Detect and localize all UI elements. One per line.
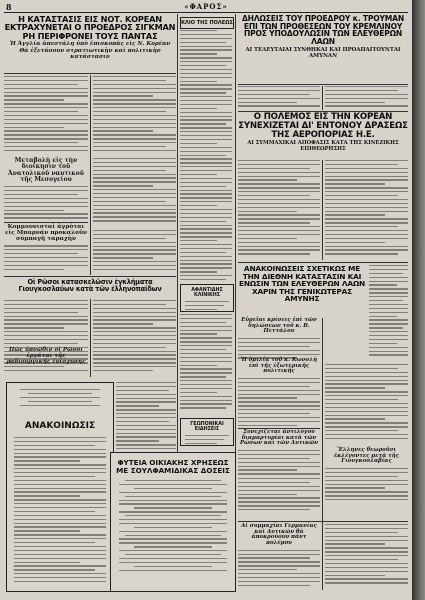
children-story-text-b (93, 300, 176, 376)
protest-headline: Συνεχίζεται ἀντιλόγου διαμαρτυρίαι κατὰ τῶν Ρώσων καὶ τῶν Δυτικῶν (239, 429, 319, 447)
left-column-rule (90, 75, 91, 275)
navy-story-headline: Μεταβολὴ εἰς τὴν διοίκησιν τοῦ Ἀνατολικοῦ ναυτικοῦ τῆς Μεσογείου (8, 157, 84, 183)
agriculture-ad (180, 418, 234, 446)
petallos-headline: Εὐρεῖαι κρίσεις ἐπὶ τῶν δηλώσεων τοῦ κ. Β. Πεττάλου (241, 317, 317, 335)
truman-column-rule (322, 86, 323, 110)
left-column-rule-2 (90, 299, 91, 377)
clinic-ad (180, 284, 234, 312)
alliance-divider (238, 521, 408, 522)
middle-column-text-a (180, 30, 232, 280)
city-box-title (180, 17, 234, 29)
war-column-rule (322, 160, 323, 260)
masthead-title: «ΦΑΡΟΣ» (184, 2, 228, 11)
lower-left-divider (4, 276, 176, 277)
truman-divider (238, 84, 408, 85)
lead-story-text-b (93, 76, 176, 156)
lead-story-text-d (93, 230, 176, 274)
protest-text-b (238, 478, 320, 518)
medicine-ad (110, 452, 236, 592)
farmers-story-headline: Κομμουνισταὶ ἀγρόται εἰς Μπαρνάν προκαλοῦν σὐμπαγῆ ταραχὴν (4, 224, 88, 243)
defense-text-b (325, 364, 408, 444)
yugoslavia-story (325, 448, 408, 508)
left-lead-story (4, 15, 176, 61)
children-story-headline: Οἱ Ρῶσοι κατασκελῶσιν ἐγκλήματα Γιουγκοσλαύων κατὰ τῶν ἐλληνοπαίδων (18, 278, 162, 293)
war-headline: Ο ΠΟΛΕΜΟΣ ΕΙΣ ΤΗΝ ΚΟΡΕΑΝ ΣΥΝΕΧΙΖΕΤΑΙ ΔΙ' ΕΝΤΟΝΟΥ ΔΡΑΣΕΩΣ ΤΗΣ ΑΕΡΟΠΟΡΙΑΣ Η.Ε. (238, 112, 408, 140)
lead-subheadline: Ἡ Ἀγγλία ἀπεστάλη ὑπὸ ἐπισκοπὰς εἰς Ν. Κορέαν (9, 41, 171, 48)
page-header (0, 2, 412, 12)
announcement-title: ΑΝΑΚΟΙΝΩΣΙΣ (24, 421, 96, 431)
protest-story (238, 430, 320, 480)
truman-text-a (238, 86, 320, 110)
war-text-b (325, 160, 408, 260)
scan-edge-shadow (412, 0, 425, 600)
workers-story-headline: Πῶς ὑπνῶθιν οἱ Ρῶσοι ἐργάται τῆς ραδιουργικῆς ἐνίσχυσης (6, 347, 86, 365)
right-lower-column-rule (322, 318, 323, 590)
defense-side-text (369, 265, 408, 361)
war-text-a (238, 160, 320, 260)
lead-headline: Η ΚΑΤΑΣΤΑΣΙΣ ΕΙΣ ΝΟΤ. ΚΟΡΕΑΝ ΕΚΤΡΑΧΥΝΕΤΑΙ Ο ΠΡΟΕΔΡΟΣ ΣΙΓΚΜΑΝ ΡΗ ΠΕΡΙΦΡΟΝΕΙ ΤΟΥΣ ΠΑΝΤΑΣ (4, 14, 176, 41)
header-rule (4, 12, 408, 13)
truman-subheadline: ΑΙ ΤΕΛΕΥΤΑΙΑΙ ΣΥΝΘΗΚΑΙ ΚΑΙ ΠΡΟΑΠΑΙΤΟΥΝΤΑΙ ΑΜΥΝΑΝ (245, 46, 401, 59)
defense-top-divider (238, 262, 408, 263)
medicine-ad-title: ΦΥΤΕΙΑ ΟΙΚΙΑΚΗΣ ΧΡΗΣΕΩΣ ΜΕ ΣΟΥΛΦΑΜΙΔΙΚΑΣ ΔΟΣΕΙΣ (116, 458, 230, 475)
truman-headline: ΔΗΛΩΣΕΙΣ ΤΟΥ ΠΡΟΕΔΡΟΥ κ. ΤΡΟΥΜΑΝ ΕΠΙ ΤΩΝ ΠΡΟΘΕΣΕΩΝ ΤΟΥ ΚΡΕΜΛΙΝΟΥ ΠΡΟΣ ΥΠΟΔΟΥΛΩΣΙΝ ΤΩΝ ΕΛΕΥΘΕΡΩΝ ΛΑΩΝ (242, 14, 404, 47)
farmers-story (4, 224, 88, 275)
lead-story-text-c (93, 158, 176, 228)
navy-divider (4, 222, 88, 223)
middle-column-text-b (180, 314, 232, 414)
agriculture-ad-title: ΓΕΩΠΟΝΙΚΑΙ ΕΙΔΗΣΕΙΣ (190, 422, 224, 432)
workers-story (4, 348, 88, 366)
truman-text-b (325, 86, 408, 110)
alliance-story (238, 524, 320, 594)
war-subheadline: ΑΙ ΣΥΜΜΑΧΙΚΑΙ ΑΠΟΦΑΣΙΣ ΚΑΤΑ ΤΗΣ ΚΙΝΕΖΙΚΗΣ ΕΠΙΘΕΩΡΗΣΗΣ (247, 140, 399, 152)
city-box-title-text: ΚΛΙΟ ΤΗΣ ΠΟΛΕΩΣ (181, 20, 233, 26)
speech-story (238, 358, 320, 432)
yugoslavia-headline: Ἕλληνες θεωροῦσι ἐκλέγοντες μετὰ τῆς Γιουγκοσλαβίας (333, 447, 400, 465)
lead-story-text-a (4, 76, 88, 156)
alliance-text-b (325, 524, 408, 590)
alliance-headline: Αἱ συμμαχίαι Γερμανίας καὶ Δυτικῶν θὰ ἀποκρούουν πάντ πολέμου (241, 523, 317, 547)
page-number: 8 (6, 2, 12, 12)
defense-story (238, 265, 366, 303)
defense-headline: ΑΝΑΚΟΙΝΩΣΕΙΣ ΣΧΕΤΙΚΩΣ ΜΕ ΤΗΝ ΔΙΕΘΝΗ ΚΑΤΑΣΤΑΣΙΝ ΚΑΙ ΕΝΩΣΙΝ ΤΩΝ ΕΛΕΥΘΕΡΩΝ ΛΑΩΝ ΧΑΡΙΝ ΤΗΣ ΓΕΝΙΚΩΤΕΡΑΣ ΑΜΥΝΗΣ (238, 264, 366, 304)
children-story (4, 279, 176, 292)
announcement-box (6, 382, 114, 592)
lead-subheadline-2: Θὰ ἐξετάσουν στρατιωτικὴν καὶ πολιτικὴν κατάστασιν (19, 47, 161, 60)
war-story (238, 113, 408, 152)
speech-headline: Ἡ ὁμιλία τοῦ κ. Κωνσλὴ ἐπὶ τῆς ἐξωτερικῆς πολιτικῆς (240, 357, 318, 375)
lead-divider (4, 73, 176, 74)
truman-story (238, 15, 408, 59)
clinic-ad-title: ΑΦΑΝΤΙΔΗΣ ΚΛΙΝΙΚΗΣ (191, 288, 223, 298)
navy-story (4, 158, 88, 224)
